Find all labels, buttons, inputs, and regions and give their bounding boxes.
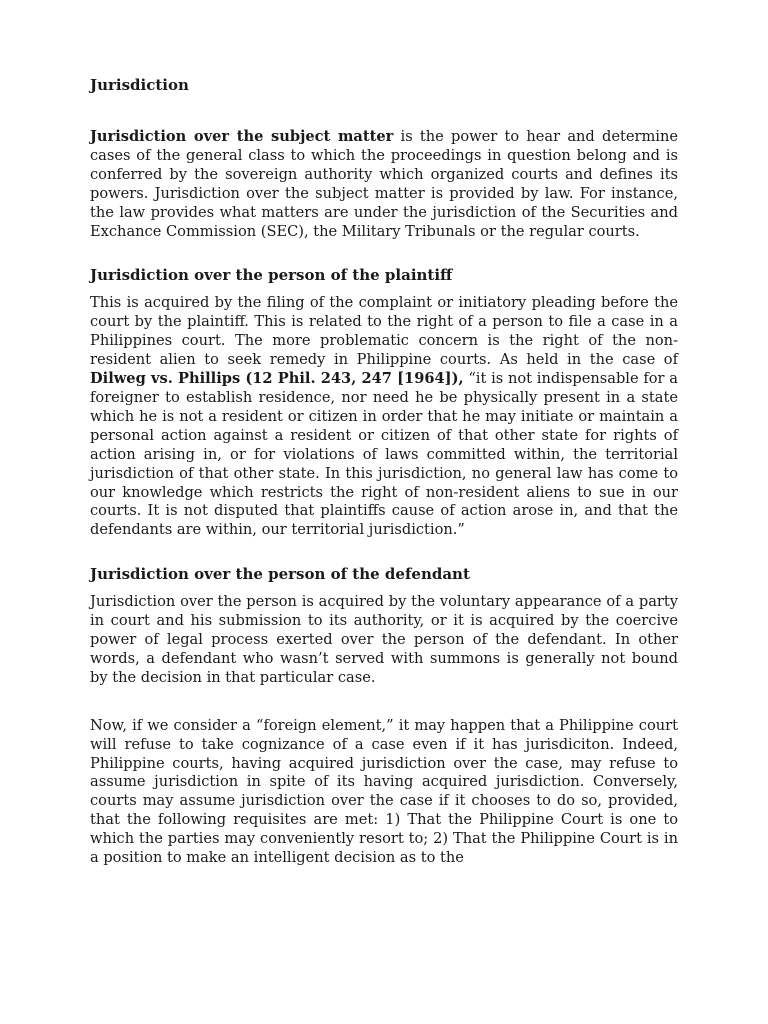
subject-matter-text: is the power to hear and determine cases of the general class to which the proceedings in question belong and is conferred by the sovereign authority which organized courts and defines its powers. Jurisdiction over the subject matter is provided by law. For instance, the law provides what matters are under the jurisdiction of the Securities and Exchance Commission (SEC), the Military Tribunals or the regular courts.	[90, 128, 678, 240]
plaintiff-text-before: This is acquired by the filing of the complaint or initiatory pleading before the court by the plaintiff. This is related to the right of a person to file a case in a Philippines court. The more problematic concern is the right of the non-resident alien to seek remedy in Philippine courts. As held in the case of	[90, 294, 678, 369]
paragraph-foreign-element: Now, if we consider a “foreign element,” it may happen that a Philippine court will refuse to take cognizance of a case even if it has jurisdiciton. Indeed, Philippine courts, having acquired jurisdiction over the case, may refuse to assume jurisdiction in spite of its having acquired jurisdiction. Conversely, courts may assume jurisdiction over the case if it chooses to do so, provided, that the following requisites are met: 1) That the Philippine Court is one to which the parties may conveniently resort to; 2) That the Philippine Court is in a position to make an intelligent decision as to the	[90, 716, 678, 867]
paragraph-plaintiff	[90, 294, 678, 540]
heading-defendant: Jurisdiction over the person of the defendant	[90, 565, 470, 584]
subject-matter-lead: Jurisdiction over the subject matter	[90, 128, 394, 145]
plaintiff-text-after: “it is not indispensable for a foreigner to establish residence, nor need he be physically present in a state which he is not a resident or citizen in order that he may initiate or maintain a personal action against a resident or citizen of that other state for rights of action arising in, or for violations of laws committed within, the territorial jurisdiction of that other state. In this jurisdiction, no general law has come to our knowledge which restricts the right of non-resident aliens to sue in our courts. It is not disputed that plaintiffs cause of action arose in, and that the defendants are within, our territorial jurisdiction.”	[90, 370, 678, 539]
plaintiff-case-citation: Dilweg vs. Phillips (12 Phil. 243, 247 [1964]),	[90, 370, 464, 388]
paragraph-defendant: Jurisdiction over the person is acquired by the voluntary appearance of a party in court and his submission to its authority, or it is acquired by the coercive power of legal process exerted over the person of the defendant. In other words, a defendant who wasn’t served with summons is generally not bound by the decision in that particular case.	[90, 593, 678, 686]
document-page	[90, 76, 678, 868]
document-title: Jurisdiction	[90, 76, 189, 94]
heading-plaintiff: Jurisdiction over the person of the plaintiff	[90, 266, 453, 285]
paragraph-subject-matter	[90, 128, 678, 241]
